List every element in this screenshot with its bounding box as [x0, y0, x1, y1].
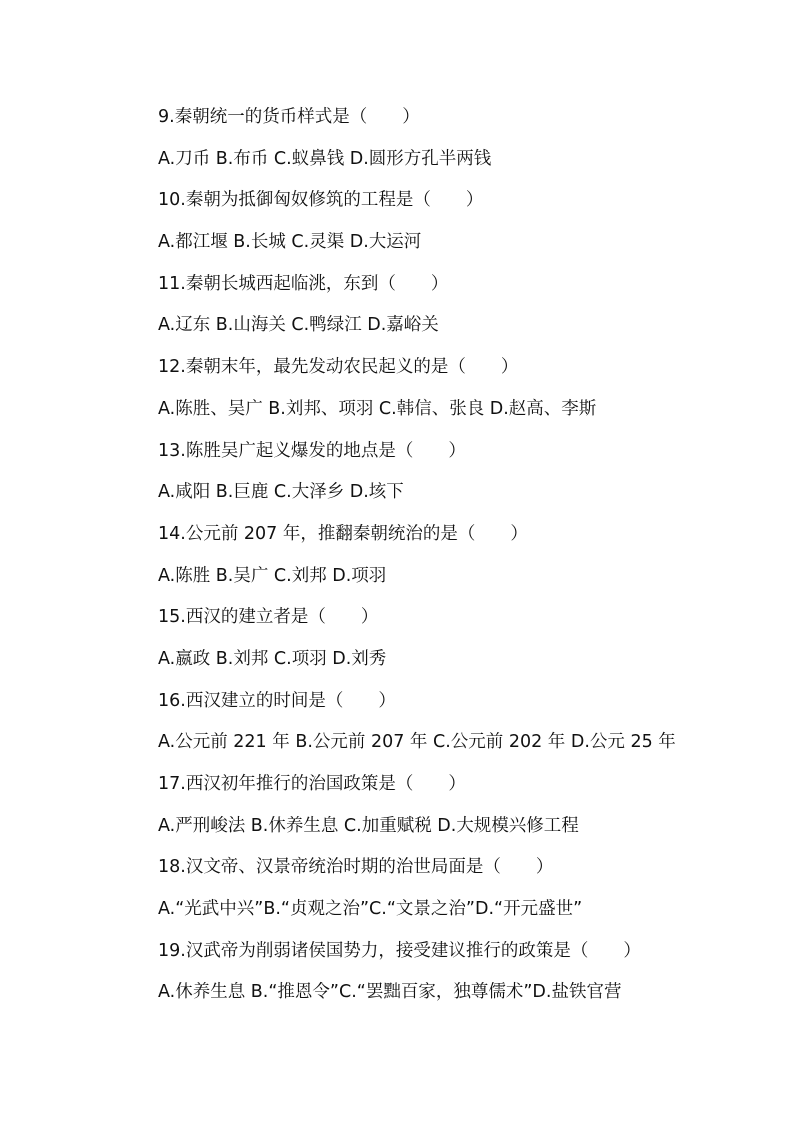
question-11: 11.秦朝长城西起临洮，东到（ ）: [158, 273, 449, 294]
options-9: A.刀币 B.布币 C.蚁鼻钱 D.圆形方孔半两钱: [158, 148, 492, 169]
question-17: 17.西汉初年推行的治国政策是（ ）: [158, 774, 466, 794]
options-19: A.休养生息 B.“推恩令”C.“罢黜百家，独尊儒术”D.盐铁官营: [158, 982, 622, 1003]
question-12: 12.秦朝末年，最先发动农民起义的是（ ）: [158, 357, 519, 378]
options-17: A.严刑峻法 B.休养生息 C.加重赋税 D.大规模兴修工程: [158, 815, 579, 836]
options-15: A.嬴政 B.刘邦 C.项羽 D.刘秀: [158, 648, 387, 669]
question-10: 10.秦朝为抵御匈奴修筑的工程是（ ）: [158, 190, 484, 211]
options-10: A.都江堰 B.长城 C.灵渠 D.大运河: [158, 232, 422, 253]
question-9: 9.秦朝统一的货币样式是（ ）: [158, 107, 420, 127]
options-14: A.陈胜 B.吴广 C.刘邦 D.项羽: [158, 565, 387, 586]
options-16: A.公元前 221 年 B.公元前 207 年 C.公元前 202 年 D.公元 25 年: [158, 732, 676, 753]
question-list: [158, 103, 758, 1020]
options-13: A.咸阳 B.巨鹿 C.大泽乡 D.垓下: [158, 482, 404, 503]
options-11: A.辽东 B.山海关 C.鸭绿江 D.嘉峪关: [158, 315, 439, 336]
question-15: 15.西汉的建立者是（ ）: [158, 607, 379, 628]
question-18: 18.汉文帝、汉景帝统治时期的治世局面是（ ）: [158, 857, 554, 878]
options-18: A.“光武中兴”B.“贞观之治”C.“文景之治”D.“开元盛世”: [158, 899, 583, 920]
question-19: 19.汉武帝为削弱诸侯国势力，接受建议推行的政策是（ ）: [158, 940, 641, 961]
options-12: A.陈胜、吴广 B.刘邦、项羽 C.韩信、张良 D.赵高、李斯: [158, 398, 597, 419]
question-13: 13.陈胜吴广起义爆发的地点是（ ）: [158, 440, 466, 461]
question-14: 14.公元前 207 年，推翻秦朝统治的是（ ）: [158, 523, 528, 544]
question-16: 16.西汉建立的时间是（ ）: [158, 690, 396, 711]
